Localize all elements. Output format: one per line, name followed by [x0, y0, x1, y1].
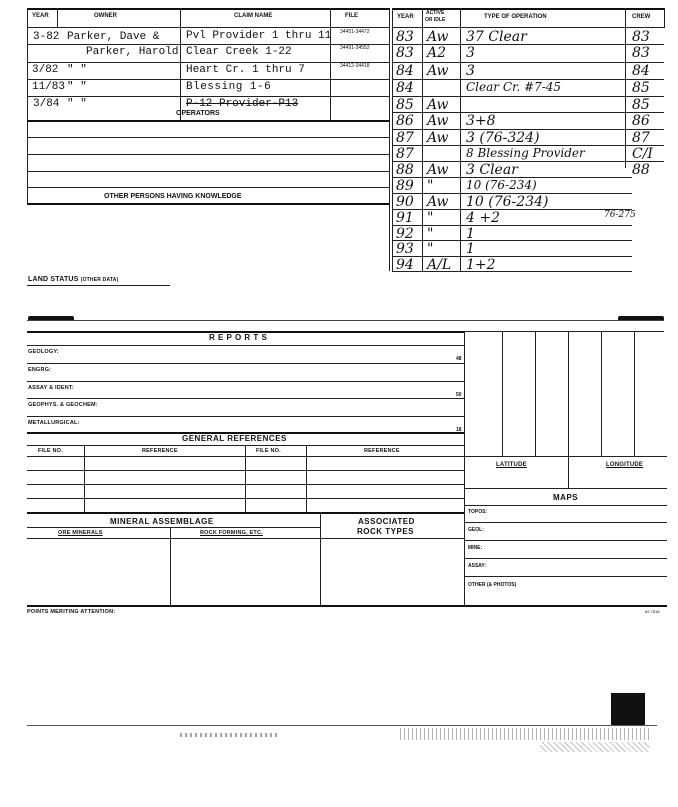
claim-name: Clear Creek 1-22 [186, 46, 292, 58]
active-header-1: ACTIVE [426, 10, 445, 16]
report-number: 18 [456, 427, 462, 433]
operation-crew: 85 [632, 80, 650, 96]
map-row-line [464, 540, 667, 541]
grid-line [601, 331, 602, 456]
grid-line [464, 456, 667, 457]
grid-line [568, 456, 569, 488]
report-label: METALLURGICAL: [28, 420, 80, 426]
owner-name: Parker, Harold [86, 46, 179, 58]
maps-title: MAPS [553, 493, 579, 502]
latitude-label: LATITUDE [496, 462, 527, 468]
claim-name: Heart Cr. 1 thru 7 [186, 64, 305, 76]
form-number: 69 7818 [645, 609, 660, 614]
claim-name: Blessing 1-6 [186, 81, 272, 93]
owner-year: 3-82 [33, 31, 60, 43]
operation-crew: 83 [632, 29, 650, 45]
owner-name: " " [67, 98, 87, 110]
associated-label-1: ASSOCIATED [358, 517, 415, 526]
report-label: ENGRG: [28, 367, 52, 373]
report-number: 50 [456, 392, 462, 398]
scan-smudge [540, 742, 650, 752]
operation-year: 92 [396, 226, 414, 242]
scan-smudge [400, 728, 650, 740]
type-of-operation-header: TYPE OF OPERATION [484, 14, 547, 20]
operation-year: 90 [396, 194, 414, 210]
map-row-line [464, 522, 667, 523]
operation-year: 83 [396, 29, 414, 45]
operation-year: 84 [396, 80, 414, 96]
year2-header: YEAR [397, 14, 414, 20]
operation-type: 4 +2 [466, 210, 500, 226]
operation-type: 8 Blessing Provider [466, 146, 585, 160]
points-meriting-attention-label: POINTS MERITING ATTENTION: [27, 609, 116, 615]
year-header: YEAR [32, 13, 49, 19]
owner-year: 3/82 [32, 64, 59, 76]
land-status-label: LAND STATUS (OTHER DATA) [28, 276, 119, 283]
operation-crew: C/I [632, 146, 653, 162]
scan-edge-line [27, 725, 657, 726]
operation-crew: 84 [632, 63, 650, 79]
claim-name: P-12 Provider-P13 [186, 98, 299, 110]
operation-year: 94 [396, 257, 414, 273]
operation-status: Aw [427, 130, 449, 146]
gr-reference-header: REFERENCE [142, 448, 178, 454]
ore-minerals-header: ORE MINERALS [58, 530, 103, 536]
map-row-line [464, 558, 667, 559]
operation-status: Aw [427, 63, 449, 79]
claim-name: Pvl Provider 1 thru 11 [186, 30, 332, 42]
map-row-label: GEOL: [468, 527, 484, 533]
crew-header: CREW [632, 14, 651, 20]
operation-type: 37 Clear [466, 29, 527, 45]
grid-line [568, 331, 569, 456]
other-persons-label: OTHER PERSONS HAVING KNOWLEDGE [104, 193, 242, 200]
operation-status: Aw [427, 162, 449, 178]
operation-type: 10 (76-234) [466, 178, 537, 192]
operation-type: 1 [466, 241, 475, 257]
grid-line [535, 331, 536, 456]
map-row-line [464, 576, 667, 577]
reports-title: R E P O R T S [209, 333, 268, 342]
operation-crew: 88 [632, 162, 650, 178]
operation-year: 85 [396, 97, 414, 113]
operation-year: 87 [396, 130, 414, 146]
owner-header: OWNER [94, 13, 117, 19]
owner-year: 3/84 [33, 98, 60, 110]
operation-status: A/L [427, 257, 452, 273]
operation-type: 3+8 [466, 113, 496, 129]
gr-file-no2-header: FILE NO. [256, 448, 281, 454]
gr-file-no-header: FILE NO. [38, 448, 63, 454]
report-label: GEOLOGY: [28, 349, 59, 355]
operation-status: Aw [427, 113, 449, 129]
file-number: 34451-34472 [340, 29, 370, 35]
operation-status: " [427, 241, 434, 257]
map-row-label: TOPOS: [468, 509, 488, 515]
scan-smudge [180, 733, 280, 737]
operation-crew: 83 [632, 45, 650, 61]
operators-label: OPERATORS [176, 110, 220, 117]
general-references-title: GENERAL REFERENCES [182, 434, 287, 443]
owner-name: " " [67, 64, 87, 76]
operation-status: Aw [427, 97, 449, 113]
operation-year: 87 [396, 146, 414, 162]
operation-crew: 85 [632, 97, 650, 113]
operation-status: " [427, 226, 434, 242]
report-label: ASSAY & IDENT: [28, 385, 74, 391]
operation-year: 91 [396, 210, 414, 226]
operation-type: 10 (76-234) [466, 194, 549, 210]
operation-year: 89 [396, 178, 414, 194]
operation-type: 3 [466, 45, 475, 61]
report-label: GEOPHYS. & GEOCHEM: [28, 402, 98, 408]
owner-year: 11/83 [32, 81, 66, 93]
file-number: 34491-34552 [340, 45, 370, 51]
rock-forming-header: ROCK FORMING, ETC. [200, 530, 263, 536]
operation-year: 88 [396, 162, 414, 178]
operation-type: 3 (76-324) [466, 130, 540, 146]
associated-label-2: ROCK TYPES [357, 527, 415, 536]
operation-crew: 87 [632, 130, 650, 146]
longitude-label: LONGITUDE [606, 462, 644, 468]
operation-type: 1 [466, 226, 475, 242]
operation-year: 83 [396, 45, 414, 61]
owner-name: Parker, Dave & [67, 31, 160, 43]
report-number: 48 [456, 356, 462, 362]
operation-status: Aw [427, 194, 449, 210]
operation-status: Aw [427, 29, 449, 45]
owner-name: " " [67, 81, 87, 93]
operation-crew: 76-275 [604, 210, 636, 220]
scan-black-block [611, 693, 645, 725]
map-row-label: ASSAY: [468, 563, 487, 569]
operation-type: 1+2 [466, 257, 496, 273]
gr-reference2-header: REFERENCE [364, 448, 400, 454]
operation-status: A2 [427, 45, 447, 61]
map-row-label: OTHER (& PHOTOS) [468, 582, 517, 588]
operation-status: " [427, 178, 434, 194]
grid-line [502, 331, 503, 456]
operation-status: " [427, 210, 434, 226]
mineral-assemblage-title: MINERAL ASSEMBLAGE [110, 517, 214, 526]
active-header-2: OR IDLE [425, 17, 446, 23]
file-number: 34412-34418 [340, 63, 370, 69]
operation-type: 3 Clear [466, 162, 518, 178]
operation-year: 86 [396, 113, 414, 129]
claim-name-header: CLAIM NAME [234, 13, 273, 19]
grid-line [634, 331, 635, 456]
map-row-label: MINE: [468, 545, 483, 551]
operation-year: 93 [396, 241, 414, 257]
operation-type: 3 [466, 63, 475, 79]
file-header: FILE [345, 13, 358, 19]
operation-crew: 86 [632, 113, 650, 129]
operation-type: Clear Cr. #7-45 [466, 80, 562, 94]
operation-year: 84 [396, 63, 414, 79]
